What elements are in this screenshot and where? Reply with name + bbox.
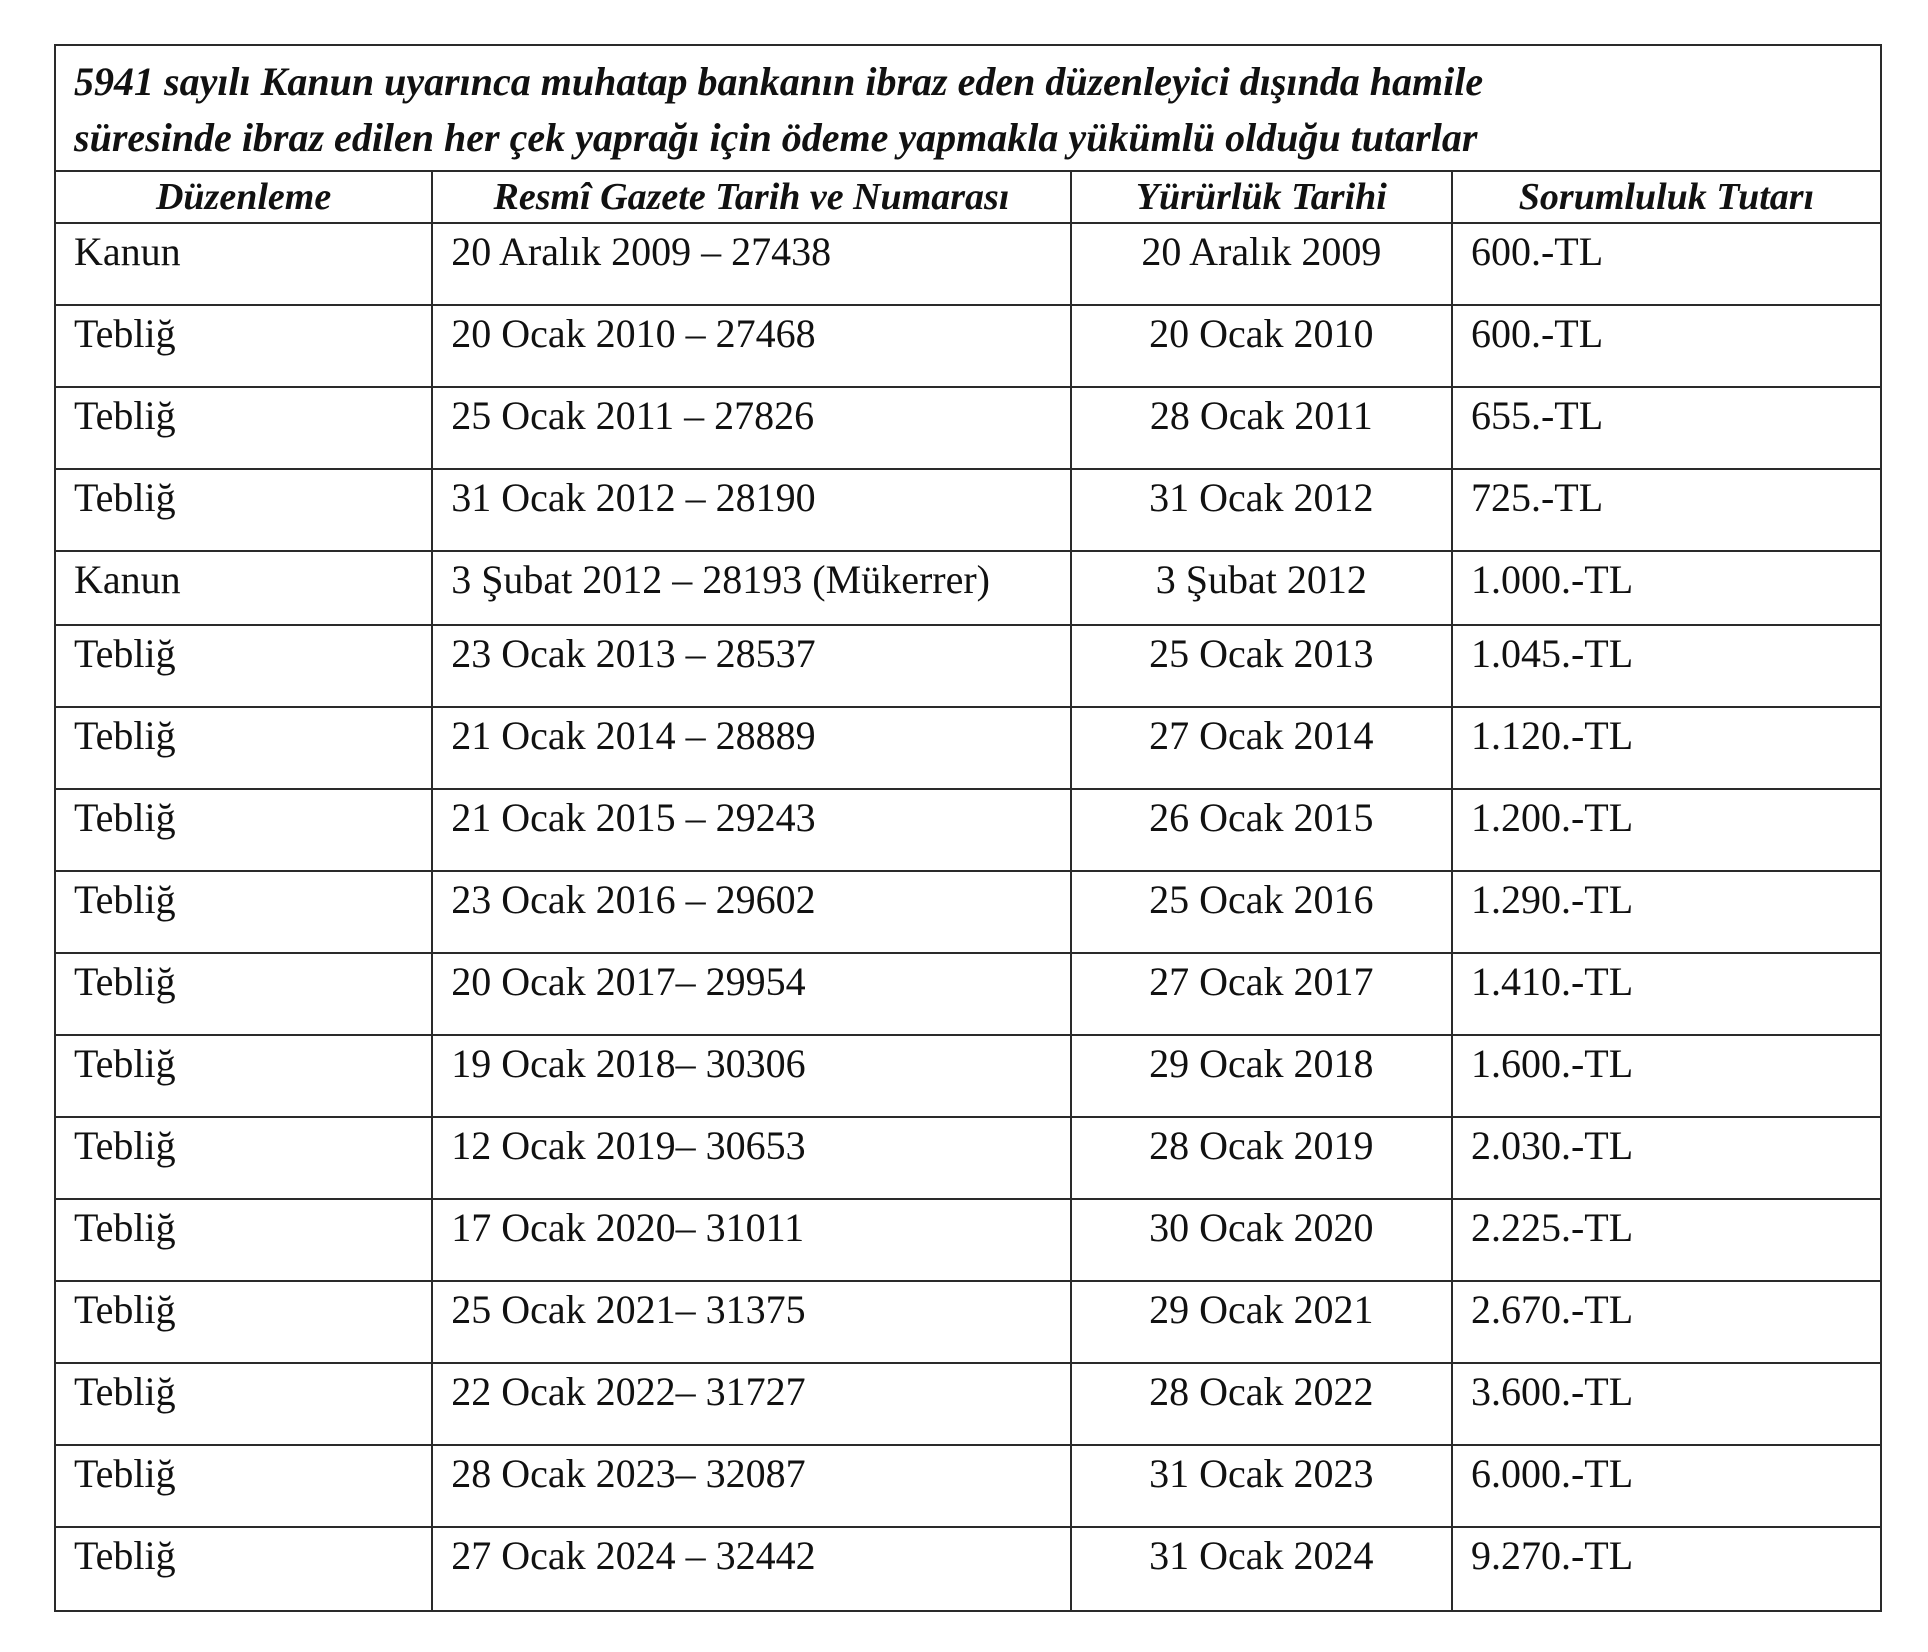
cell-resmi-gazete: 17 Ocak 2020– 31011 [433,1200,1072,1280]
cell-duzenleme: Tebliğ [56,790,433,870]
cell-yururluk-tarihi: 26 Ocak 2015 [1072,790,1453,870]
table-row [56,1118,1880,1200]
cell-sorumluluk-tutari: 2.030.-TL [1470,1123,1634,1168]
cell-duzenleme: Tebliğ [56,872,433,952]
cell-duzenleme: Tebliğ [56,1528,433,1610]
cell-yururluk-tarihi: 28 Ocak 2011 [1072,388,1453,468]
cell-yururluk-tarihi: 29 Ocak 2021 [1072,1282,1453,1362]
table-row [56,1200,1880,1282]
cell-resmi-gazete: 21 Ocak 2015 – 29243 [433,790,1072,870]
cell-duzenleme: Tebliğ [56,1118,433,1198]
cell-sorumluluk-tutari: 1.290.-TL [1470,877,1634,922]
cell-yururluk-tarihi: 20 Aralık 2009 [1072,224,1453,304]
cell-sorumluluk-tutari: 725.-TL [1470,475,1604,520]
header-sorumluluk-tutari: Sorumluluk Tutarı [1518,176,1815,218]
caption-line-2: süresinde ibraz edilen her çek yaprağı için ödeme yapmakla yükümlü olduğu tutarlar [74,115,1478,160]
cell-resmi-gazete: 25 Ocak 2011 – 27826 [433,388,1072,468]
cell-resmi-gazete: 19 Ocak 2018– 30306 [433,1036,1072,1116]
cell-sorumluluk-tutari: 1.045.-TL [1470,631,1634,676]
table-row [56,1364,1880,1446]
cell-duzenleme: Tebliğ [56,1200,433,1280]
cell-resmi-gazete: 31 Ocak 2012 – 28190 [433,470,1072,550]
table-row [56,552,1880,626]
table-row [56,470,1880,552]
cell-resmi-gazete: 12 Ocak 2019– 30653 [433,1118,1072,1198]
table-caption [56,46,1880,172]
table-row [56,626,1880,708]
cell-sorumluluk-tutari: 2.670.-TL [1470,1287,1634,1332]
cell-duzenleme: Tebliğ [56,306,433,386]
table-row [56,388,1880,470]
table-body [56,224,1880,1610]
table-row [56,708,1880,790]
cell-resmi-gazete: 23 Ocak 2013 – 28537 [433,626,1072,706]
cell-yururluk-tarihi: 27 Ocak 2017 [1072,954,1453,1034]
cell-resmi-gazete: 20 Ocak 2010 – 27468 [433,306,1072,386]
table-row [56,1528,1880,1610]
cell-yururluk-tarihi: 25 Ocak 2016 [1072,872,1453,952]
cell-sorumluluk-tutari: 6.000.-TL [1470,1451,1634,1496]
table-row [56,1282,1880,1364]
cell-duzenleme: Tebliğ [56,626,433,706]
cell-sorumluluk-tutari: 1.600.-TL [1470,1041,1634,1086]
cell-resmi-gazete: 28 Ocak 2023– 32087 [433,1446,1072,1526]
cell-sorumluluk-tutari: 2.225.-TL [1470,1205,1634,1250]
cell-sorumluluk-tutari: 1.000.-TL [1470,557,1634,602]
cell-yururluk-tarihi: 20 Ocak 2010 [1072,306,1453,386]
cell-yururluk-tarihi: 30 Ocak 2020 [1072,1200,1453,1280]
cell-sorumluluk-tutari: 1.200.-TL [1470,795,1634,840]
cell-yururluk-tarihi: 31 Ocak 2012 [1072,470,1453,550]
table-row [56,790,1880,872]
cell-yururluk-tarihi: 31 Ocak 2024 [1072,1528,1453,1610]
cell-yururluk-tarihi: 31 Ocak 2023 [1072,1446,1453,1526]
caption-line-1: 5941 sayılı Kanun uyarınca muhatap bankanın ibraz eden düzenleyici dışında hamile [74,59,1484,104]
cell-resmi-gazete: 22 Ocak 2022– 31727 [433,1364,1072,1444]
cell-sorumluluk-tutari: 600.-TL [1470,311,1604,356]
cell-duzenleme: Tebliğ [56,470,433,550]
table-row [56,872,1880,954]
cell-duzenleme: Tebliğ [56,1036,433,1116]
header-resmi-gazete: Resmî Gazete Tarih ve Numarası [433,172,1072,222]
cell-resmi-gazete: 20 Ocak 2017– 29954 [433,954,1072,1034]
cell-resmi-gazete: 27 Ocak 2024 – 32442 [433,1528,1072,1610]
cell-yururluk-tarihi: 3 Şubat 2012 [1072,552,1453,624]
cell-yururluk-tarihi: 28 Ocak 2022 [1072,1364,1453,1444]
cell-resmi-gazete: 20 Aralık 2009 – 27438 [433,224,1072,304]
cell-duzenleme: Tebliğ [56,1446,433,1526]
cell-resmi-gazete: 21 Ocak 2014 – 28889 [433,708,1072,788]
cell-yururluk-tarihi: 29 Ocak 2018 [1072,1036,1453,1116]
table-row [56,1446,1880,1528]
cell-duzenleme: Tebliğ [56,1364,433,1444]
cell-duzenleme: Kanun [56,552,433,624]
cell-duzenleme: Tebliğ [56,954,433,1034]
cell-duzenleme: Tebliğ [56,1282,433,1362]
cell-duzenleme: Tebliğ [56,708,433,788]
header-duzenleme: Düzenleme [56,172,433,222]
header-yururluk-tarihi: Yürürlük Tarihi [1072,172,1453,222]
cell-duzenleme: Tebliğ [56,388,433,468]
cell-sorumluluk-tutari: 3.600.-TL [1470,1369,1634,1414]
cell-duzenleme: Kanun [56,224,433,304]
table-row [56,954,1880,1036]
cell-yururluk-tarihi: 25 Ocak 2013 [1072,626,1453,706]
cell-yururluk-tarihi: 28 Ocak 2019 [1072,1118,1453,1198]
table-row [56,306,1880,388]
cell-yururluk-tarihi: 27 Ocak 2014 [1072,708,1453,788]
cell-sorumluluk-tutari: 9.270.-TL [1470,1533,1634,1578]
cell-sorumluluk-tutari: 1.410.-TL [1470,959,1634,1004]
table-header-row [56,172,1880,224]
table-row [56,224,1880,306]
cell-resmi-gazete: 23 Ocak 2016 – 29602 [433,872,1072,952]
table-row [56,1036,1880,1118]
cell-sorumluluk-tutari: 655.-TL [1470,393,1604,438]
cell-resmi-gazete: 25 Ocak 2021– 31375 [433,1282,1072,1362]
cell-sorumluluk-tutari: 600.-TL [1470,229,1604,274]
liability-table [54,44,1882,1612]
cell-resmi-gazete: 3 Şubat 2012 – 28193 (Mükerrer) [433,552,1072,624]
cell-sorumluluk-tutari: 1.120.-TL [1470,713,1634,758]
